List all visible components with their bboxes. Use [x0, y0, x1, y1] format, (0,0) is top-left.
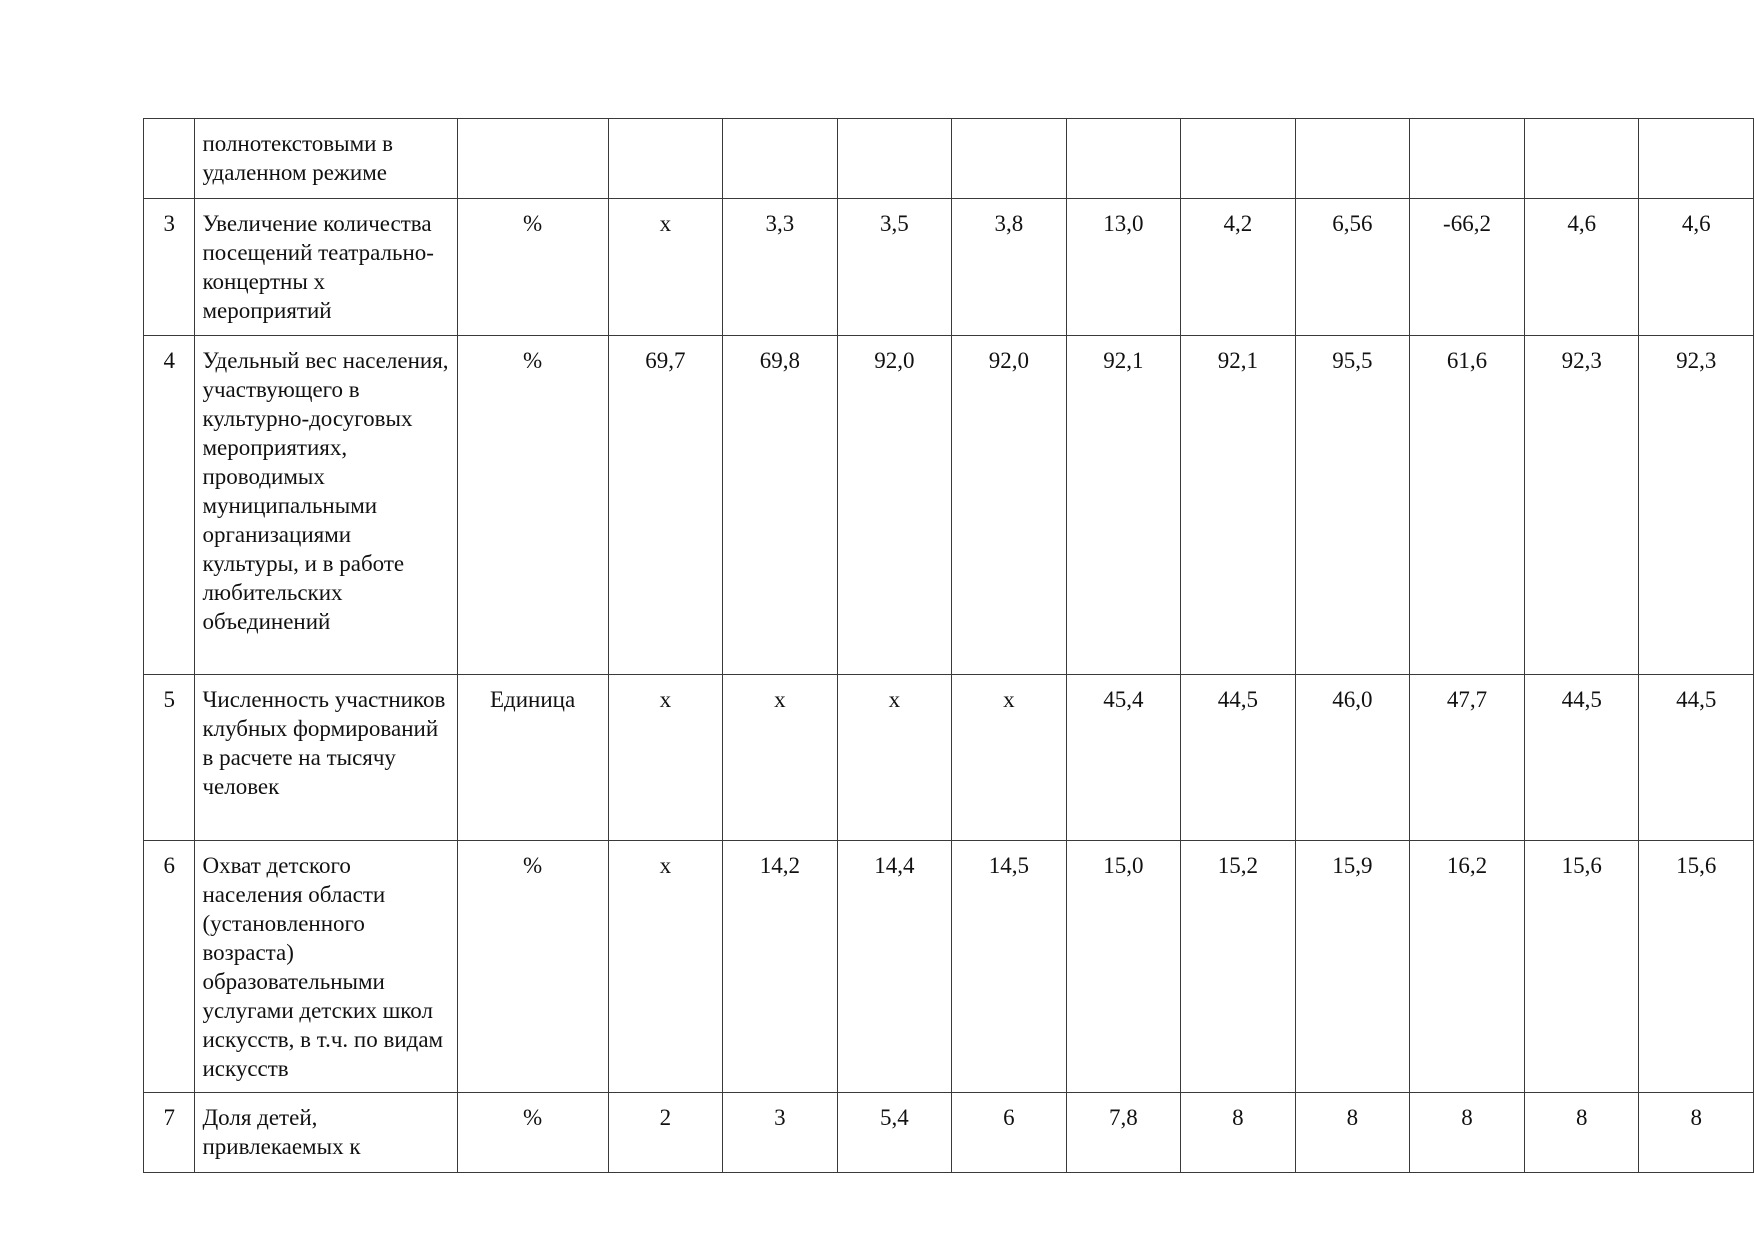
unit: %	[457, 336, 608, 675]
value-cell: x	[608, 675, 723, 841]
table-row	[144, 675, 1754, 841]
value-cell: 47,7	[1410, 675, 1525, 841]
value-cell	[1295, 119, 1410, 199]
value-cell: 3	[723, 1093, 838, 1173]
value-cell: 7,8	[1066, 1093, 1181, 1173]
value-cell: 15,9	[1295, 841, 1410, 1093]
indicator-name: Доля детей, привлекаемых к	[195, 1093, 457, 1173]
value-cell: 8	[1410, 1093, 1525, 1173]
value-cell	[1524, 119, 1639, 199]
value-cell: 92,1	[1066, 336, 1181, 675]
value-cell: 8	[1524, 1093, 1639, 1173]
indicator-name: полнотекстовыми в удаленном режиме	[195, 119, 457, 199]
value-cell: 45,4	[1066, 675, 1181, 841]
value-cell: 14,5	[952, 841, 1067, 1093]
value-cell: 15,6	[1639, 841, 1754, 1093]
row-number: 5	[144, 675, 195, 841]
value-cell	[1181, 119, 1296, 199]
value-cell: x	[723, 675, 838, 841]
value-cell: 8	[1295, 1093, 1410, 1173]
value-cell: 92,1	[1181, 336, 1296, 675]
value-cell: 92,0	[952, 336, 1067, 675]
value-cell: 69,8	[723, 336, 838, 675]
value-cell: 4,6	[1524, 199, 1639, 336]
value-cell: 95,5	[1295, 336, 1410, 675]
value-cell: x	[608, 199, 723, 336]
value-cell	[723, 119, 838, 199]
table-row	[144, 841, 1754, 1093]
unit: Единица	[457, 675, 608, 841]
value-cell: 2	[608, 1093, 723, 1173]
value-cell: 69,7	[608, 336, 723, 675]
value-cell: 44,5	[1524, 675, 1639, 841]
unit: %	[457, 199, 608, 336]
value-cell	[1066, 119, 1181, 199]
value-cell: 15,0	[1066, 841, 1181, 1093]
value-cell: 44,5	[1181, 675, 1296, 841]
table-row	[144, 199, 1754, 336]
table-row	[144, 1093, 1754, 1173]
unit: %	[457, 1093, 608, 1173]
indicator-name: Численность участников клубных формирований в расчете на тысячу человек	[195, 675, 457, 841]
value-cell: 3,8	[952, 199, 1067, 336]
row-number: 3	[144, 199, 195, 336]
indicators-table	[143, 118, 1754, 1173]
indicator-name: Удельный вес населения, участвующего в культурно-досуговых мероприятиях, проводимых муниципальными организациями культуры, и в работе любительских объединений	[195, 336, 457, 675]
value-cell: 92,0	[837, 336, 952, 675]
value-cell: 92,3	[1639, 336, 1754, 675]
value-cell	[1410, 119, 1525, 199]
unit	[457, 119, 608, 199]
value-cell	[952, 119, 1067, 199]
indicator-name: Увеличение количества посещений театрально-концертны х мероприятий	[195, 199, 457, 336]
value-cell: 6	[952, 1093, 1067, 1173]
indicator-name: Охват детского населения области (установленного возраста) образовательными услугами детских школ искусств, в т.ч. по видам искусств	[195, 841, 457, 1093]
row-number	[144, 119, 195, 199]
value-cell: x	[952, 675, 1067, 841]
value-cell: x	[837, 675, 952, 841]
row-number: 7	[144, 1093, 195, 1173]
value-cell	[608, 119, 723, 199]
value-cell: 44,5	[1639, 675, 1754, 841]
unit: %	[457, 841, 608, 1093]
value-cell: 8	[1181, 1093, 1296, 1173]
value-cell	[1639, 119, 1754, 199]
value-cell: 15,6	[1524, 841, 1639, 1093]
value-cell: 3,3	[723, 199, 838, 336]
value-cell: 14,4	[837, 841, 952, 1093]
value-cell: 15,2	[1181, 841, 1296, 1093]
value-cell: 46,0	[1295, 675, 1410, 841]
value-cell: 14,2	[723, 841, 838, 1093]
value-cell: 92,3	[1524, 336, 1639, 675]
value-cell: 4,6	[1639, 199, 1754, 336]
table-row	[144, 119, 1754, 199]
table-row	[144, 336, 1754, 675]
value-cell: 16,2	[1410, 841, 1525, 1093]
value-cell: 5,4	[837, 1093, 952, 1173]
value-cell: 61,6	[1410, 336, 1525, 675]
value-cell: 4,2	[1181, 199, 1296, 336]
value-cell: 13,0	[1066, 199, 1181, 336]
value-cell: -66,2	[1410, 199, 1525, 336]
row-number: 6	[144, 841, 195, 1093]
value-cell: x	[608, 841, 723, 1093]
value-cell: 8	[1639, 1093, 1754, 1173]
value-cell: 3,5	[837, 199, 952, 336]
row-number: 4	[144, 336, 195, 675]
value-cell	[837, 119, 952, 199]
value-cell: 6,56	[1295, 199, 1410, 336]
